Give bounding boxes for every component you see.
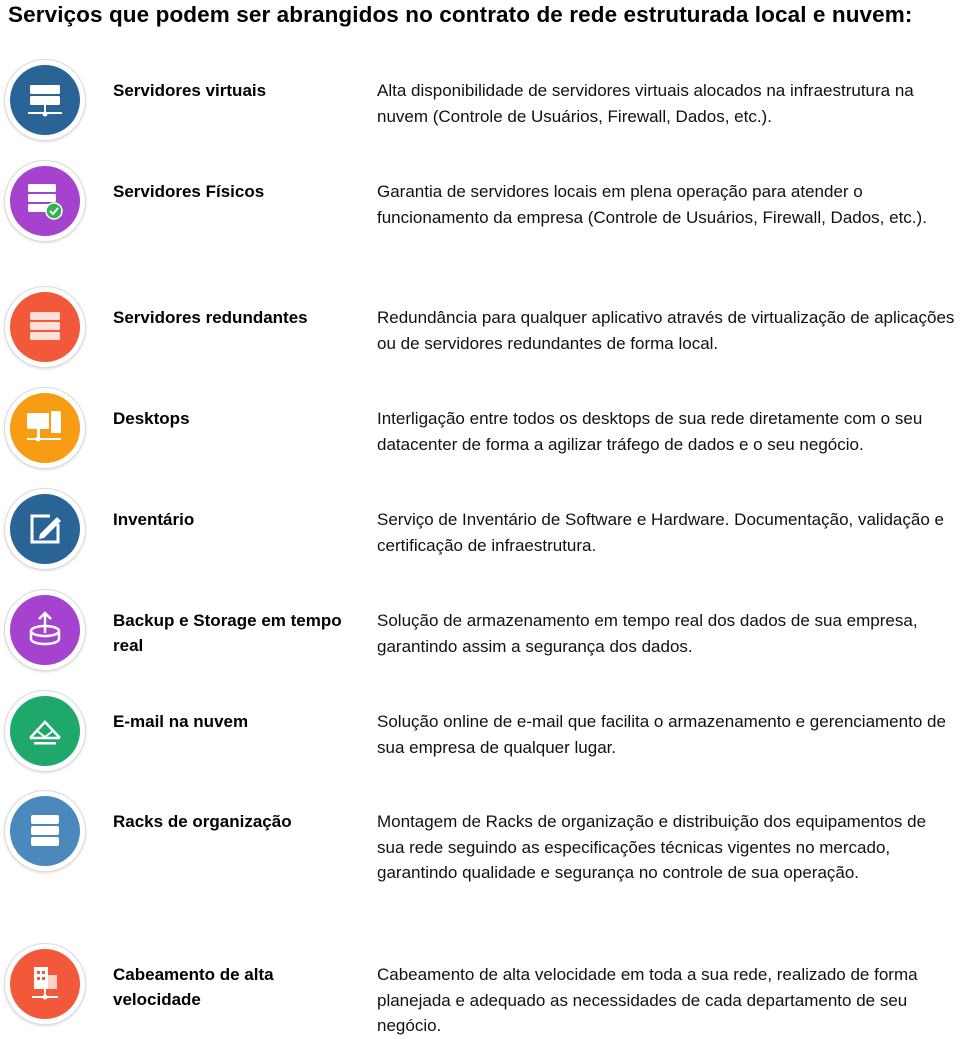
service-name: Cabeamento de alta velocidade — [113, 965, 274, 1009]
service-icon-circle — [10, 696, 80, 766]
service-name: Servidores redundantes — [113, 308, 308, 327]
service-icon-circle — [10, 65, 80, 135]
virtual-server-icon — [10, 65, 80, 135]
service-description: Garantia de servidores locais em plena operação para atender o funcionamento da empresa (Controle de Usuários, Firewall, Dados, etc.). — [377, 182, 927, 227]
building-network-icon — [10, 949, 80, 1019]
service-icon-circle — [10, 166, 80, 236]
service-name: Backup e Storage em tempo real — [113, 611, 342, 655]
service-name: Desktops — [113, 409, 190, 428]
service-icon-circle — [10, 796, 80, 866]
storage-upload-icon — [10, 595, 80, 665]
redundant-server-icon — [10, 292, 80, 362]
physical-server-check-icon — [10, 166, 80, 236]
rack-icon — [10, 796, 80, 866]
service-description: Redundância para qualquer aplicativo através de virtualização de aplicações ou de servidores redundantes de forma local. — [377, 308, 955, 353]
service-description: Solução de armazenamento em tempo real dos dados de sua empresa, garantindo assim a segurança dos dados. — [377, 611, 918, 656]
service-description: Alta disponibilidade de servidores virtuais alocados na infraestrutura na nuvem (Controle de Usuários, Firewall, Dados, etc.). — [377, 81, 914, 126]
service-description: Cabeamento de alta velocidade em toda a sua rede, realizado de forma planejada e adequado as necessidades de cada departamento de seu negócio. — [377, 965, 918, 1035]
service-name: Servidores Físicos — [113, 182, 265, 201]
page-title: Serviços que podem ser abrangidos no contrato de rede estruturada local e nuvem: — [8, 2, 913, 27]
service-icon-circle — [10, 292, 80, 362]
email-envelope-icon — [10, 696, 80, 766]
service-description: Interligação entre todos os desktops de sua rede diretamente com o seu datacenter de forma a agilizar tráfego de dados e o seu negócio. — [377, 409, 923, 454]
service-description: Montagem de Racks de organização e distribuição dos equipamentos de sua rede seguindo as especificações técnicas vigentes no mercado, garantindo qualidade e segurança no controle de sua operação. — [377, 812, 927, 882]
service-icon-circle — [10, 393, 80, 463]
service-name: Inventário — [113, 510, 195, 529]
edit-document-icon — [10, 494, 80, 564]
desktop-network-icon — [10, 393, 80, 463]
service-description: Serviço de Inventário de Software e Hardware. Documentação, validação e certificação de infraestrutura. — [377, 510, 944, 555]
service-icon-circle — [10, 949, 80, 1019]
service-icon-circle — [10, 595, 80, 665]
service-description: Solução online de e-mail que facilita o armazenamento e gerenciamento de sua empresa de qualquer lugar. — [377, 712, 946, 757]
service-icon-circle — [10, 494, 80, 564]
service-name: E-mail na nuvem — [113, 712, 249, 731]
service-name: Servidores virtuais — [113, 81, 267, 100]
service-name: Racks de organização — [113, 812, 292, 831]
